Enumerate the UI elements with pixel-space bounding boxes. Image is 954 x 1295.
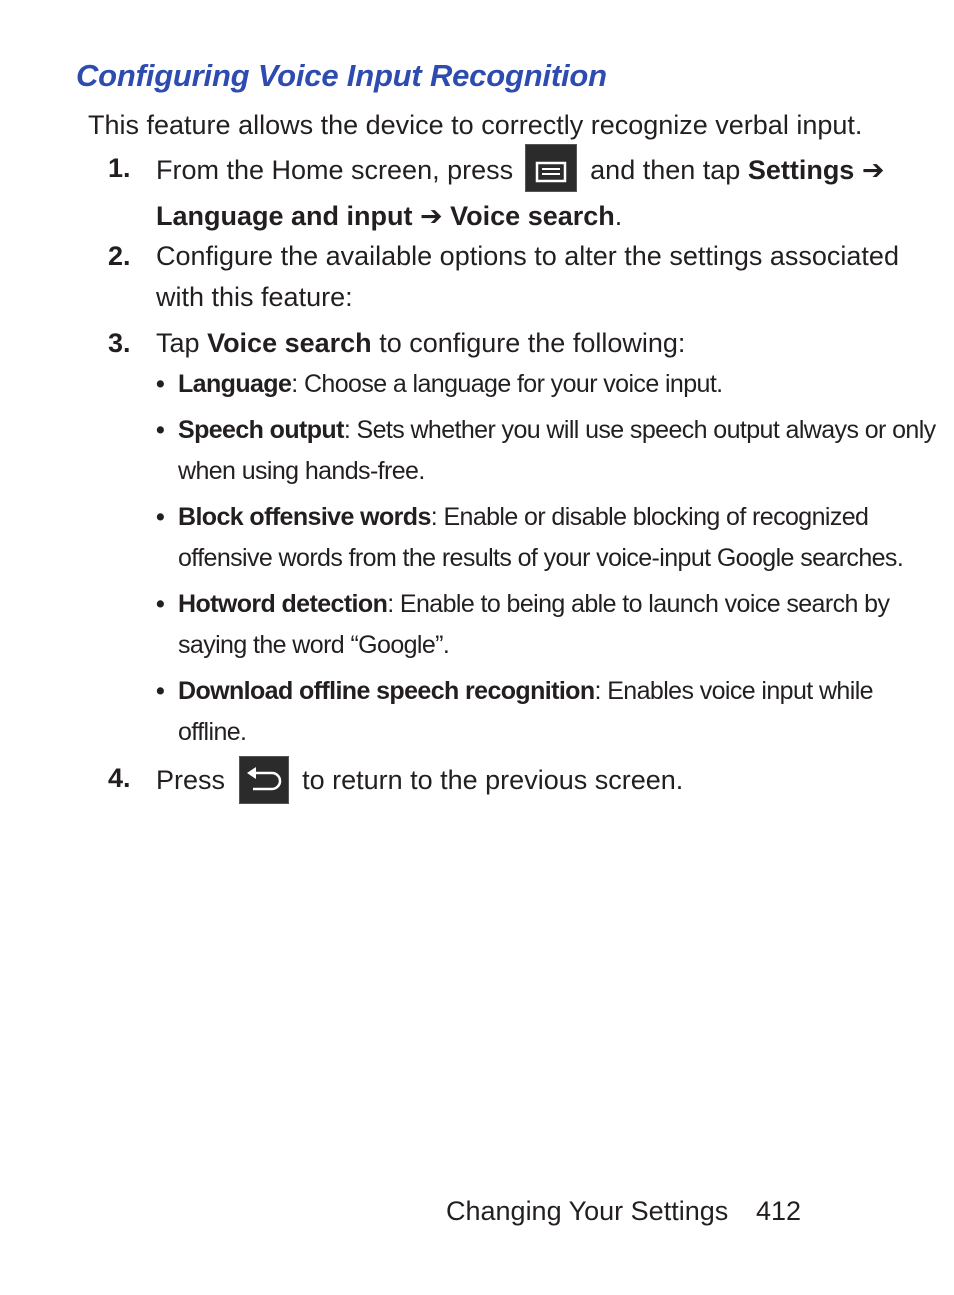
- bullet-text: [178, 584, 889, 666]
- arrow-icon: ➔: [420, 201, 443, 231]
- step-number: 3.: [108, 328, 131, 358]
- bullet-dot: •: [156, 590, 165, 618]
- voice-search-label: Voice search: [207, 328, 372, 358]
- bullet-desc: offline.: [178, 718, 247, 746]
- bullet-term: Language: [178, 370, 292, 398]
- bullet-dot: •: [156, 503, 165, 531]
- bullet-term: Hotword detection: [178, 590, 388, 618]
- step-text: Tap: [156, 328, 200, 358]
- step-line: Configure the available options to alter the settings associated: [156, 241, 899, 271]
- bullet-desc: when using hands-free.: [178, 457, 425, 485]
- bullet-desc: offensive words from the results of your voice-input Google searches.: [178, 544, 904, 572]
- step-line: [156, 196, 884, 237]
- bullet-text: [178, 671, 873, 753]
- step-text: .: [614, 201, 623, 231]
- bullet-dot: •: [156, 416, 165, 444]
- bullet-desc: : Enable or disable blocking of recognized: [430, 503, 869, 531]
- intro-text: This feature allows the device to correctly recognize verbal input.: [88, 110, 863, 140]
- bullet-term: Speech output: [178, 416, 344, 444]
- bullet-desc: : Enables voice input while: [594, 677, 873, 705]
- step-text: to configure the following:: [379, 328, 686, 358]
- step-number: 4.: [108, 763, 131, 793]
- bullet-desc: saying the word “Google”.: [178, 631, 450, 659]
- step-text: and then tap: [590, 155, 741, 186]
- bullet-dot: •: [156, 370, 165, 398]
- step-number: 1.: [108, 153, 131, 183]
- back-icon: [239, 756, 289, 804]
- menu-icon: [525, 144, 577, 192]
- step-line: [156, 148, 884, 196]
- settings-label: Settings: [747, 155, 855, 186]
- step-body: [156, 236, 899, 318]
- bullet-desc: : Enable to being able to launch voice search by: [387, 590, 890, 618]
- step-body: [156, 148, 884, 237]
- arrow-icon: ➔: [861, 155, 885, 186]
- bullet-desc: : Choose a language for your voice input.: [291, 370, 723, 398]
- step-line: with this feature:: [156, 282, 353, 312]
- voice-search-label: Voice search: [450, 201, 615, 231]
- step-text: Press: [156, 765, 226, 796]
- step-text: to return to the previous screen.: [302, 765, 684, 796]
- step-text: From the Home screen, press: [156, 155, 514, 186]
- bullet-term: Download offline speech recognition: [178, 677, 595, 705]
- bullet-text: [178, 410, 936, 492]
- language-and-input-label: Language and input: [156, 201, 413, 231]
- step-body: [156, 323, 685, 364]
- bullet-text: [178, 497, 903, 579]
- bullet-dot: •: [156, 677, 165, 705]
- footer-section-title: Changing Your Settings: [446, 1196, 729, 1226]
- section-title: Configuring Voice Input Recognition: [76, 58, 607, 93]
- bullet-desc: : Sets whether you will use speech output always or only: [343, 416, 936, 444]
- bullet-term: Block offensive words: [178, 503, 431, 531]
- step-body: [156, 758, 683, 806]
- step-number: 2.: [108, 241, 131, 271]
- bullet-text: [178, 364, 723, 405]
- page-number: 412: [756, 1196, 802, 1226]
